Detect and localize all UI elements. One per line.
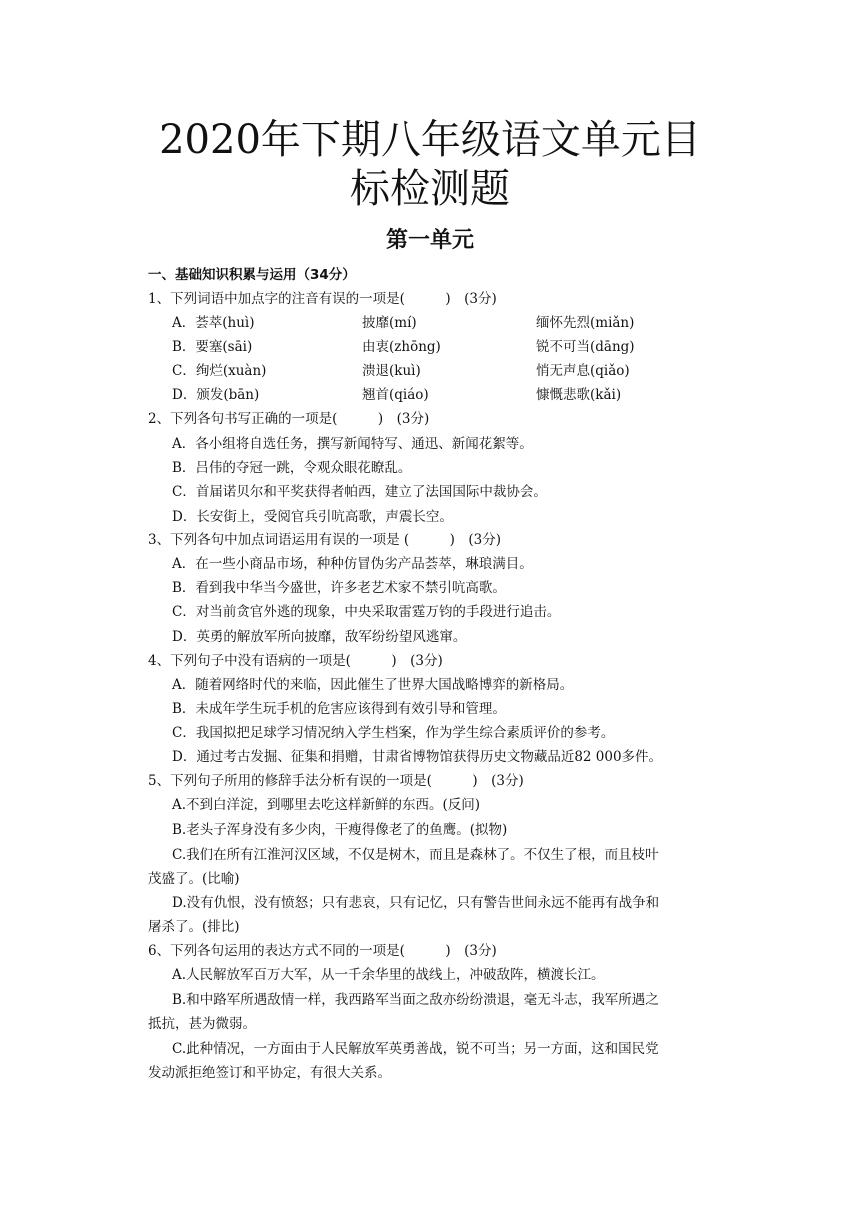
q5-option-c: C.我们在所有江淮河汉区域，不仅是树木，而且是森林了。不仅生了根，而且枝叶: [172, 847, 659, 863]
question-3-stem: 3、下列各句中加点词语运用有误的一项是 ( ) (3分): [148, 532, 502, 548]
q3-option-a: A．在一些小商品市场，种种仿冒伪劣产品荟萃，琳琅满目。: [172, 556, 533, 572]
q1-option-d-2: 翘首(qiáo): [362, 387, 429, 403]
q1-option-c-2: 溃退(kuì): [362, 363, 421, 379]
q1-option-d-1: D．颁发(bān): [172, 387, 260, 403]
question-1-stem: 1、下列词语中加点字的注音有误的一项是( ) (3分): [148, 291, 497, 307]
q2-option-d: D．长安街上，受阅官兵引吭高歌，声震长空。: [172, 509, 453, 525]
q2-option-b: B．吕伟的夺冠一跳，令观众眼花瞭乱。: [172, 460, 412, 476]
q1-option-b-1: B．要塞(sāi): [172, 339, 253, 355]
q1-option-a-3: 缅怀先烈(miǎn): [536, 315, 635, 331]
q2-option-c: C．首届诺贝尔和平奖获得者帕西，建立了法国国际中裁协会。: [172, 484, 547, 500]
q5-option-a: A.不到白洋淀，到哪里去吃这样新鲜的东西。(反问): [172, 797, 481, 813]
q4-option-b: B．未成年学生玩手机的危害应该得到有效引导和管理。: [172, 701, 506, 717]
q4-option-c: C．我国拟把足球学习情况纳入学生档案，作为学生综合素质评价的参考。: [172, 725, 615, 741]
q3-option-c: C．对当前贪官外逃的现象，中央采取雷霆万钧的手段进行追击。: [172, 604, 561, 620]
title-line-2: 标检测题: [350, 166, 510, 212]
question-4-stem: 4、下列句子中没有语病的一项是( ) (3分): [148, 653, 443, 669]
q5-option-d: D.没有仇恨，没有愤怒；只有悲哀，只有记忆，只有警告世间永远不能再有战争和: [172, 895, 660, 911]
q4-option-a: A．随着网络时代的来临，因此催生了世界大国战略博弈的新格局。: [172, 677, 574, 693]
q4-option-d: D．通过考古发掘、征集和捐赠，甘肃省博物馆获得历史文物藏品近82 000多件。: [172, 749, 663, 765]
q6-option-b-continued: 抵抗，甚为微弱。: [148, 1016, 256, 1032]
q5-option-c-continued: 茂盛了。(比喻): [148, 871, 240, 887]
q3-option-d: D．英勇的解放军所向披靡，敌军纷纷望风逃窜。: [172, 629, 467, 645]
question-2-stem: 2、下列各句书写正确的一项是( ) (3分): [148, 411, 430, 427]
q3-option-b: B．看到我中华当今盛世，许多老艺术家不禁引吭高歌。: [172, 580, 506, 596]
q1-option-d-3: 慷慨悲歌(kǎi): [536, 387, 622, 403]
q5-option-b: B.老头子浑身没有多少肉，干瘦得像老了的鱼鹰。(拟物): [172, 822, 508, 838]
q1-option-c-1: C．绚烂(xuàn): [172, 363, 267, 379]
q5-option-d-continued: 屠杀了。(排比): [148, 919, 240, 935]
q1-option-a-1: A．荟萃(huì): [172, 315, 255, 331]
q1-option-a-2: 披靡(mí): [362, 315, 417, 331]
section-heading: 一、基础知识积累与运用（34分）: [148, 267, 356, 283]
q1-option-b-3: 锐不可当(dāng): [536, 339, 635, 355]
q1-option-c-3: 悄无声息(qiǎo): [536, 363, 630, 379]
title-line-1: 2020年下期八年级语文单元目: [159, 117, 701, 163]
exam-title: [0, 116, 860, 214]
q1-option-b-2: 由衷(zhōng): [362, 339, 441, 355]
question-6-stem: 6、下列各句运用的表达方式不同的一项是( ) (3分): [148, 943, 497, 959]
q6-option-b: B.和中路军所遇敌情一样，我西路军当面之敌亦纷纷溃退，毫无斗志，我军所遇之: [172, 992, 659, 1008]
question-5-stem: 5、下列句子所用的修辞手法分析有误的一项是( ) (3分): [148, 773, 524, 789]
q6-option-c-continued: 发动派拒绝签订和平协定，有很大关系。: [148, 1065, 391, 1081]
q6-option-c: C.此种情况，一方面由于人民解放军英勇善战，锐不可当；另一方面，这和国民党: [172, 1041, 659, 1057]
q2-option-a: A．各小组将自选任务，撰写新闻特写、通迅、新闻花絮等。: [172, 436, 533, 452]
q6-option-a: A.人民解放军百万大军，从一千余华里的战线上，冲破敌阵，横渡长江。: [172, 967, 605, 983]
unit-heading: 第一单元: [385, 228, 474, 253]
